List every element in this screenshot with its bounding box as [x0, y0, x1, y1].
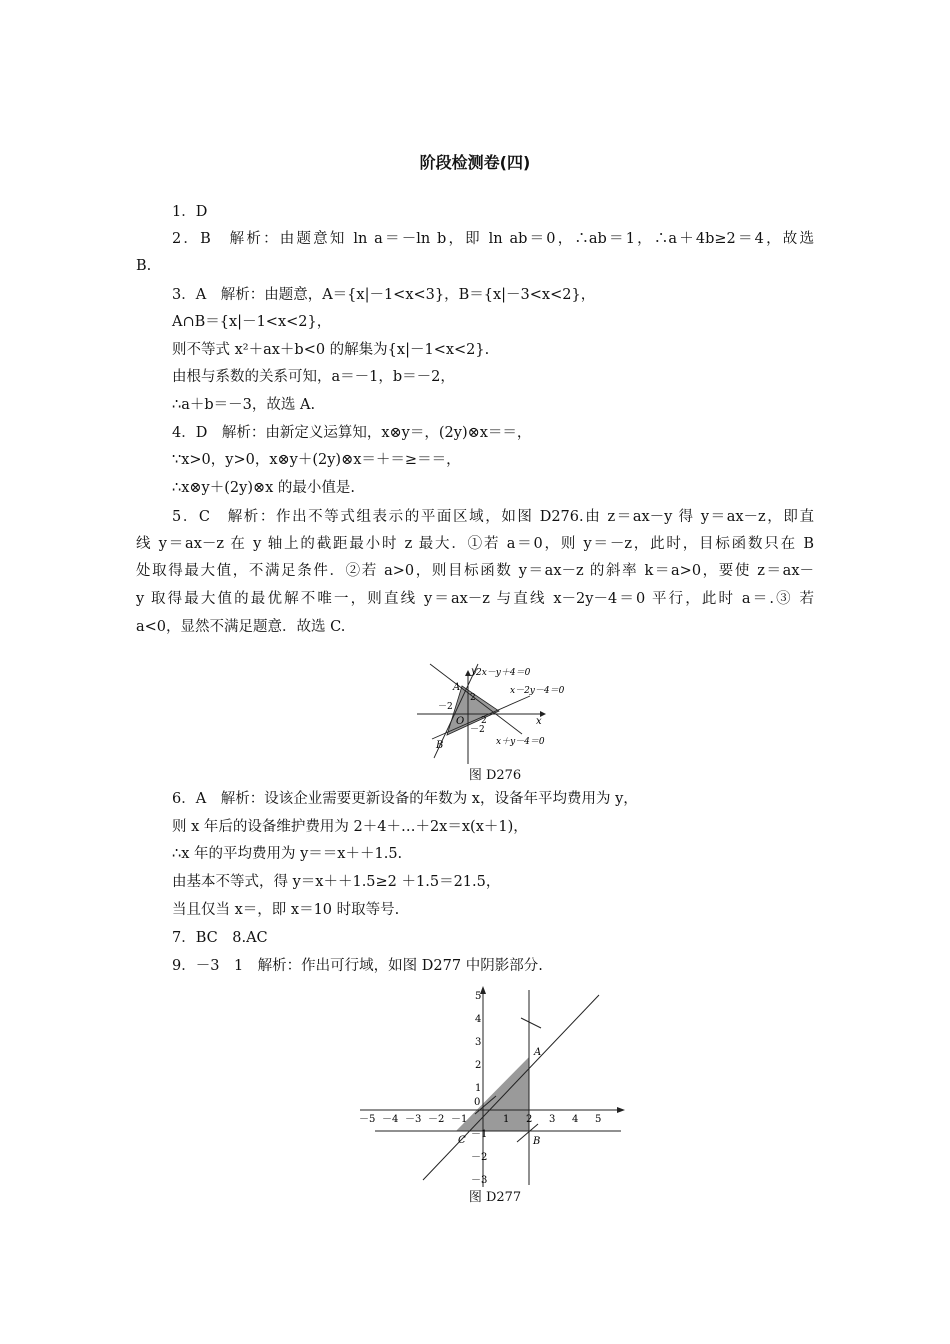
- answer-5-line-4: y 取得最大值的最优解不唯一，则直线 y＝ax－z 与直线 x－2y－4＝0 平行，此时 a＝.③ 若: [136, 591, 814, 607]
- answer-3-line-1: 3．A 解析：由题意，A＝{x|－1<x<3}，B＝{x|－3<x<2}，: [172, 287, 596, 303]
- answer-9: 9．－3 1 解析：作出可行域，如图 D277 中阴影部分.: [172, 958, 543, 974]
- x-axis-arrow: [617, 1107, 625, 1113]
- tick-y-2: 2: [470, 693, 476, 703]
- label-line-2: x－2y－4＝0: [510, 686, 565, 696]
- answer-5-line-2: 线 y＝ax－z 在 y 轴上的截距最小时 z 最大．①若 a＝0，则 y＝－z，此时，目标函数只在 B: [136, 536, 814, 552]
- label-point-c: C: [458, 1135, 466, 1146]
- x-tick-label: 2: [526, 1114, 533, 1125]
- y-tick-label: 2: [475, 1060, 482, 1071]
- line-y-eq-x+1: [423, 995, 602, 1180]
- x-tick-label: －1: [451, 1114, 468, 1125]
- answer-4-line-3: ∴x⊗y＋(2y)⊗x 的最小值是.: [172, 480, 356, 496]
- figure-d277-caption: 图 D277: [468, 1190, 522, 1205]
- answer-5-line-3: 处取得最大值，不满足条件．②若 a>0，则目标函数 y＝ax－z 的斜率 k＝a>0，要使 z＝ax－: [136, 563, 814, 579]
- label-y: y: [471, 666, 477, 677]
- answer-2-line-2: B.: [136, 258, 152, 274]
- answer-6-line-1: 6．A 解析：设该企业需要更新设备的年数为 x，设备年平均费用为 y，: [172, 791, 638, 807]
- label-line-1: 2x－y＋4＝0: [476, 668, 531, 678]
- answer-6-line-3: ∴x 年的平均费用为 y＝＝x＋＋1.5.: [172, 846, 403, 862]
- figure-d277: [355, 980, 635, 1190]
- x-tick-label: 1: [503, 1114, 510, 1125]
- answer-4-line-1: 4．D 解析：由新定义运算知，x⊗y＝，(2y)⊗x＝＝，: [172, 425, 532, 441]
- y-tick-labels: [471, 991, 487, 1186]
- y-tick-label: －2: [471, 1152, 488, 1163]
- y-tick-label: 1: [475, 1083, 482, 1094]
- figure-d276-graph: [412, 660, 582, 768]
- x-tick-label: 5: [595, 1114, 602, 1125]
- figure-d277-graph: [355, 980, 635, 1190]
- answer-3-line-5: ∴a＋b＝－3，故选 A.: [172, 397, 316, 413]
- figure-d276: [412, 660, 582, 768]
- y-tick-label: －3: [471, 1175, 488, 1186]
- label-point-a: A: [453, 682, 461, 693]
- y-tick-label: 4: [475, 1014, 482, 1025]
- answer-5-line-5: a<0，显然不满足题意．故选 C.: [136, 619, 346, 635]
- label-point-b: B: [533, 1136, 541, 1147]
- answer-3-line-3: 则不等式 x²＋ax＋b<0 的解集为{x|－1<x<2}.: [172, 342, 490, 358]
- label-line-3: x＋y－4＝0: [496, 737, 545, 747]
- y-tick-label: 3: [475, 1037, 482, 1048]
- tick-x-2: 2: [481, 716, 487, 726]
- figure-d276-caption: 图 D276: [468, 768, 522, 783]
- answer-6-line-5: 当且仅当 x＝，即 x＝10 时取等号.: [172, 902, 400, 918]
- answer-7-8: 7．BC 8.AC: [172, 930, 268, 946]
- x-tick-label: －2: [428, 1114, 445, 1125]
- x-tick-label: 4: [572, 1114, 579, 1125]
- x-tick-label: －5: [359, 1114, 376, 1125]
- answer-6-line-4: 由基本不等式，得 y＝x＋＋1.5≥2 ＋1.5＝21.5，: [172, 874, 501, 890]
- answer-3-line-2: A∩B＝{x|－1<x<2}，: [172, 314, 332, 330]
- x-tick-label: 0: [474, 1097, 481, 1108]
- page-title: 阶段检测卷(四): [419, 153, 531, 172]
- label-x: x: [536, 716, 542, 727]
- answer-6-line-2: 则 x 年后的设备维护费用为 2＋4＋…＋2x＝x(x＋1)，: [172, 819, 528, 835]
- tick-y-neg2: －2: [470, 725, 485, 735]
- x-tick-label: －4: [382, 1114, 399, 1125]
- tick-x-neg2: －2: [438, 702, 453, 712]
- answer-3-line-4: 由根与系数的关系可知，a＝－1，b＝－2，: [172, 369, 455, 385]
- objective-marker-a: [521, 1018, 541, 1028]
- label-point-a: A: [534, 1047, 542, 1058]
- y-tick-label: －1: [471, 1129, 488, 1140]
- answer-4-line-2: ∵x>0，y>0，x⊗y＋(2y)⊗x＝＋＝≥＝＝，: [172, 452, 461, 468]
- label-origin: O: [456, 716, 465, 727]
- answer-1: 1．D: [172, 204, 208, 220]
- x-tick-label: 3: [549, 1114, 556, 1125]
- x-tick-label: －3: [405, 1114, 422, 1125]
- answer-5-line-1: 5．C 解析：作出不等式组表示的平面区域，如图 D276.由 z＝ax－y 得 y＝ax－z，即直: [172, 509, 814, 525]
- answer-2-line-1: 2．B 解析：由题意知 ln a＝－ln b，即 ln ab＝0，∴ab＝1，∴a＋4b≥2＝4，故选: [172, 231, 814, 247]
- y-tick-label: 5: [475, 991, 482, 1002]
- label-point-b: B: [436, 740, 444, 751]
